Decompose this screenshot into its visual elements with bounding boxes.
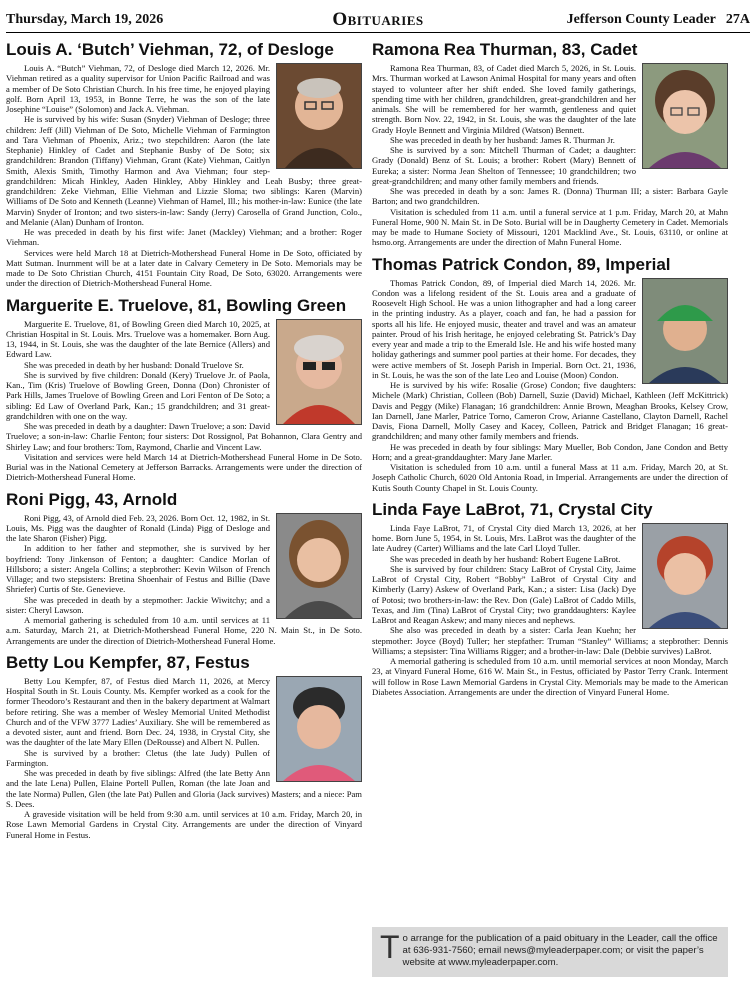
obituary-title: Louis A. ‘Butch’ Viehman, 72, of Desloge <box>6 40 334 59</box>
obituary-viehman <box>6 40 362 289</box>
obituary-title: Linda Faye LaBrot, 71, Crystal City <box>372 499 653 519</box>
portrait-photo <box>276 319 362 425</box>
obituary-pigg <box>6 490 362 646</box>
obituary-paragraph: She was preceded in death by her husband: James R. Thurman Jr. <box>390 134 615 145</box>
portrait-photo <box>276 676 362 782</box>
obituary-truelove <box>6 296 362 483</box>
obituary-paragraph: Betty Lou Kempfer, 87, of Festus died March 11, 2026, at Mercy Hospital South in St. Louis County. Ms. Kempfer worked as a cook for the former Theodoro’s Restaurant and then in the bakery department at Walmart before retiring. She was a member of Wesley Memorial United Methodist Church and of the VFW 3777 Ladies’ Auxiliary. She will be remembered as a devoted sister, aunt and friend. Born Dec. 24, 1938, in Crystal City, she was the daughter of the late Mary Ellen (DeRousse) and Albert N. Pullen. <box>6 675 270 748</box>
obituary-paragraph: She was preceded in death by a son: James R. (Donna) Thurman III; a sister: Barbara Gayle Barton; and two grandchildren. <box>372 186 728 207</box>
left-column <box>6 40 362 977</box>
publication-info <box>567 12 750 28</box>
obituary-paragraph: Marguerite E. Truelove, 81, of Bowling Green died March 10, 2025, at Christian Hospital in St. Louis. Mrs. Truelove was a homemaker. Born Aug. 13, 1944, in St. Louis, she was the daughter of the late Bernice (Allers) and Edward Law. <box>6 318 270 360</box>
notice-text: o arrange for the publication of a paid obituary in the Leader, call the office at 636-931-7560; email news@myleaderpaper.com; or visit the paper’s website at www.myleaderpaper.com. <box>402 933 718 968</box>
obituary-kempfer <box>6 653 362 840</box>
obituary-paragraph: Services were held March 18 at Dietrich-Mothershead Funeral Home in De Soto, officiated by Matt Sutman. Inurnment will be at a later date in Calvary Cemetery in De Soto. Memorials may be made to De Soto Christian Church, 4151 Fountain City Road, De Soto, 63020. Arrangements were under the direction of Dietrich-Mothershead Funeral Home. <box>6 247 362 289</box>
obituary-title: Thomas Patrick Condon, 89, Imperial <box>372 254 671 274</box>
obituary-paragraph: She also was preceded in death by a sister: Carla Jean Kuehn; her stepmother: Joyce (Boyd) Tuller; her stepfather: Truman “Stanley” Williams; a stepbrother: Dennis Williams; a stepsister: Tina Williams Rigger; and a brother-in-law: Dale (Debbie survives) LaBrot. <box>372 625 728 656</box>
page-header <box>6 8 750 33</box>
issue-date: Thursday, March 19, 2026 <box>6 12 164 27</box>
obituary-paragraph: Ramona Rea Thurman, 83, of Cadet died March 5, 2026, in St. Louis. Mrs. Thurman worked at Lawson Animal Hospital for many years and often stayed to volunteer after her shift ended. She loved family gatherings, spending time with her children, grandchildren, great-grandchildren and her animals. She will be remembered for her warmth, gentleness and quiet strength. Born Nov. 22, 1942, in St. Louis, she was the daughter of the late Grady Hoyle Bennett and Virginia Mildred (Watson) Bennett. <box>372 63 636 135</box>
obituary-paragraph: She is survived by four children: Stacy LaBrot of Crystal City, Jaime LaBrot of Crystal City, Robert “Bobby” LaBrot of Crystal City and Kimberly (Larry) Askew of Overland Park, Kan.; a sister: Lisa (Jack) Dye of Potosi; two brothers-in-law: the Rev. Don (Gale) LaBrot of Caddo Mills, Texas, and Jim (Tina) LaBrot of Crystal City; two granddaughters: Kaylee LaBrot and Reagan Askew; and many nieces and nephews. <box>372 563 636 625</box>
obituary-notice-box <box>372 927 728 977</box>
obituary-paragraph: She was preceded in death by five siblings: Alfred (the late Betty Ann and the late Lena) Pullen, Elaine Portell Pullen, Roman (the late Joan and the late Norma) Pullen, Glen (the late Pat) Pullen and Gloria (Jack survives) Masters; and a niece: Pam S. Dees. <box>6 768 362 809</box>
obituary-paragraph: She was preceded in death by a daughter: Dawn Truelove; a son: David Truelove; a son-in-law: Charlie Fenton; four sisters: Dot Rossignol, Pat Bohannon, Clara Gentry and Shirley Law; and four brothers: Tom, Raymond, Charlie and Vincent Law. <box>6 421 362 452</box>
obituary-condon <box>372 255 728 493</box>
portrait-photo <box>642 523 728 629</box>
obituary-paragraph: She is survived by a son: Mitchell Thurman of Cadet; a daughter: Grady (Donald) Benz of St. Louis; a brother: Robert (Mary) Bennett of Eureka; a sister: Norma Jean Shelton of Tennessee; 10 grandchildren; two great-grandchildren; and many other family members and friends. <box>372 145 636 186</box>
obituary-paragraph: Linda Faye LaBrot, 71, of Crystal City died March 13, 2026, at her home. Born June 5, 1954, in St. Louis, Mrs. LaBrot was the daughter of the late Audrey (Carter) Williams and the late Carl Lloyd Tuller. <box>372 522 636 554</box>
section-title: Obituaries <box>332 9 424 30</box>
portrait-photo <box>276 513 362 619</box>
obituary-paragraph: A memorial gathering is scheduled from 10 a.m. until services at 11 a.m. Saturday, March 21, at Dietrich-Mothershead Funeral Home, 220 N. Main St., in De Soto. Arrangements are under the direction of Dietrich-Mothershead Funeral Home. <box>6 615 362 646</box>
obituary-paragraph: Louis A. “Butch” Viehman, 72, of Desloge died March 12, 2026. Mr. Viehman retired as a quality supervisor for Union Pacific Railroad and was a member of De Soto Christian Church. In his free time, he enjoyed playing golf. Born April 13, 1953, in Bonne Terre, he was the son of the late Josephine “Louise” (Solomon) and Jack A. Viehman. <box>6 63 270 114</box>
obituary-paragraph: She is survived by five children: Donald (Kery) Truelove Jr. of Paola, Kan., Tim (Kris) Truelove of Bowling Green, Donna (Don) Chronister of Park Hills, James Truelove of Bowling Green and Lori Fenton of De Soto; a sibling: Ed Law of Overland Park, Kan.; 15 grandchildren; and 31 great-grandchildren with one on the way. <box>6 369 270 421</box>
obituary-thurman <box>372 40 728 248</box>
publication-name: Jefferson County Leader <box>566 12 716 27</box>
obituary-title: Marguerite E. Truelove, 81, Bowling Green <box>6 295 347 315</box>
obituary-paragraph: She was preceded in death by her husband: Donald Truelove Sr. <box>24 359 244 370</box>
obituary-paragraph: He was preceded in death by four siblings: Mary Mueller, Bob Condon, Jane Condon and Betty Horn; and a great-granddaughter: Mary Jane Marler. <box>372 441 728 462</box>
drop-cap: T <box>380 929 400 965</box>
page-number: 27A <box>725 12 750 27</box>
obituary-labrot <box>372 500 728 697</box>
obituary-paragraph: A memorial gathering is scheduled from 10 a.m. until memorial services at noon Monday, March 23, at Vinyard Funeral Home, 616 W. Main St., in Festus, officiated by Pastor Terry Crank. Interment will follow in Rose Lawn Memorial Gardens in Crystal City. Memorials may be made to the American Diabetes Association. Arrangements are under the direction of Vinyard Funeral Home. <box>372 656 728 697</box>
obituary-paragraph: Visitation is scheduled from 11 a.m. until a funeral service at 1 p.m. Friday, March 20, at Mahn Funeral Home, 900 N. Main St. in De Soto. Burial will be in Daugherty Cemetery in Cadet. Memorials may be made to Humane Society of Missouri, 1201 Macklind Ave., St. Louis, 63110, or online at hsmo.org. Arrangements are under the direction of Mahn Funeral Home. <box>372 206 728 248</box>
obituary-paragraph: In addition to her father and stepmother, she is survived by her boyfriend: Tony Jinkenson of Fenton; a daughter: Candice Morlan of Hillsboro; a sister: Angela Collins; a stepbrother: Kevin Wilson of French Village; and two stepsisters: Bretina Shoenhair of Festus and Billie (Dave Shriefer) Curtis of Ste. Genevieve. <box>6 543 270 595</box>
portrait-photo <box>642 63 728 169</box>
obituary-paragraph: She is survived by a brother: Cletus (the late Judy) Pullen of Farmington. <box>6 747 270 768</box>
obituary-paragraph: Thomas Patrick Condon, 89, of Imperial died March 14, 2026. Mr. Condon was a lifelong resident of the St. Louis area and a graduate of Roosevelt High School. He was a union lithographer and had a long career in the printing industry. As a player, coach and fan, he had a passion for sports all his life. He enjoyed music, theater and travel and was an amateur painter. Proud of his Irish heritage, he enjoyed celebrating St. Patrick’s Day every year and made a trip to the Emerald Isle. He and his wife hosted many holiday gatherings and summer pool parties at their home. For decades, they were active members of St. Joseph Parish in Imperial. Born Oct. 21, 1936, in St. Louis, he was the son of the late Leo and Louise (Moon) Condon. <box>372 277 636 380</box>
obituary-paragraph: She was preceded in death by a stepmother: Jackie Wiwitchy; and a sister: Cheryl Lawson. <box>6 594 270 615</box>
obituary-paragraph: A graveside visitation will be held from 9:30 a.m. until services at 10 a.m. Friday, March 20, in Rose Lawn Memorial Gardens in Crystal City. Arrangements are under the direction of Vinyard Funeral Home in Festus. <box>6 809 362 840</box>
obituary-paragraph: She was preceded in death by her husband: Robert Eugene LaBrot. <box>390 553 621 564</box>
obituary-paragraph: He was preceded in death by his first wife: Janet (Mackley) Viehman; and a brother: Roger Viehman. <box>6 227 362 248</box>
obituary-paragraph: He is survived by his wife: Rosalie (Grose) Condon; five daughters: Michele (Mark) Christian, Colleen (Bob) Darnell, Suzie (David) Michael, Kathleen (Jeff McKittrick) Davis and Peggy (Mike) Flanagan; 16 grandchildren: Annie Brown, Meaghan Brooks, Kelsey Crow, Ian Darnell, Jane Marler, Patrice Torno, Cameron Crow, Arianne Castellano, Clayton Darnell, Rachel Davis, Fiona Darnell, Molly Casey and Kacey, Colleen, Patrick and Bridget Flanagan; 16 great-grandchildren; and many other family members and friends. <box>372 380 728 442</box>
obituary-paragraph: He is survived by his wife: Susan (Snyder) Viehman of Desloge; three children: Jeff (Jill) Viehman of De Soto, Michelle Viehman of Farmington and Tara Viehman of Phoenix, Ariz.; two stepchildren: Aaron (the late Stephanie) Hinkley of Cadet and Stephanie Busby of De Soto; six grandchildren: Brandon (Tiffany) Viehman, Grant (Kate) Viehman, Caitlyn Smith, Alexis Smith, Timothy Harmon and Ava Viehman; four step-grandchildren: Micah Hinkley, Aaden Hinkley, Abby Hinkley and Leah Busby; three great-grandchildren: Zeke Viehman, Ellie Viehman and Lizzie Sloma; two siblings: Karen (Marvin) Williams of De Soto and Kenneth (Leanne) Viehman of Hamel, Ill.; his mother-in-law: Eunice (the late Marvin) Snyder of Ironton; and two sisters-in-law: Sandy (Jerry) Carosella of Grand Junction, Colo., and Melanie (Alan) Dunham of Ironton. <box>6 114 362 227</box>
obituary-paragraph: Roni Pigg, 43, of Arnold died Feb. 23, 2026. Born Oct. 12, 1982, in St. Louis, Ms. Pigg was the daughter of Ronald (Linda) Pigg of Desloge and the late Sharon (Fisher) Pigg. <box>6 512 270 543</box>
obituary-paragraph: Visitation and services were held March 14 at Dietrich-Mothershead Funeral Home in De Soto. Burial was in the National Cemetery at Jefferson Barracks. Arrangements were under the direction of Dietrich-Mothershead Funeral Home. <box>6 451 362 483</box>
right-column <box>372 40 728 977</box>
portrait-photo <box>276 63 362 169</box>
obituary-title: Roni Pigg, 43, Arnold <box>6 489 178 509</box>
obituary-title: Betty Lou Kempfer, 87, Festus <box>6 652 250 672</box>
obituary-paragraph: Visitation is scheduled from 10 a.m. until a funeral Mass at 11 a.m. Friday, March 20, at St. Joseph Catholic Church, 6020 Old Antonia Road, in Imperial. Arrangements are under the direction of Kutis South County Chapel in St. Louis County. <box>372 462 728 493</box>
obituary-title: Ramona Rea Thurman, 83, Cadet <box>372 40 638 59</box>
portrait-photo <box>642 278 728 384</box>
